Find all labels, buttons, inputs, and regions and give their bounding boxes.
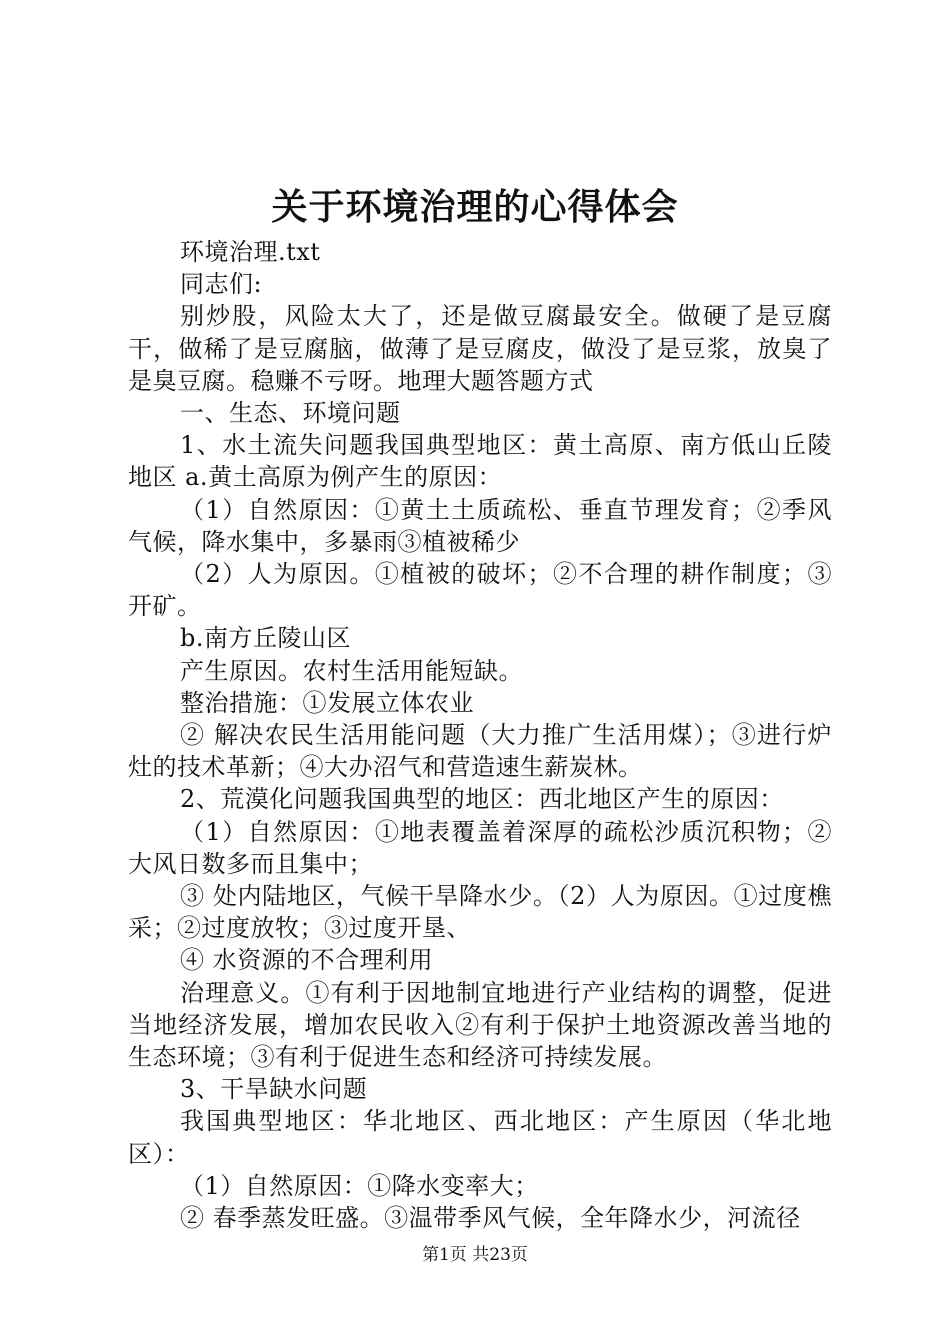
document-body [128,236,832,1234]
paragraph: 我国典型地区：华北地区、西北地区：产生原因（华北地区）： [128,1107,832,1168]
paragraph: 2、荒漠化问题我国典型的地区：西北地区产生的原因： [180,785,784,814]
paragraph: （2）人为原因。①植被的破坏；②不合理的耕作制度；③开矿。 [128,560,832,621]
paragraph: （1）自然原因：①降水变率大； [180,1171,539,1200]
paragraph: ④ 水资源的不合理利用 [180,946,434,975]
paragraph: （1）自然原因：①地表覆盖着深厚的疏松沙质沉积物；②大风日数多而且集中； [128,817,832,878]
paragraph: ② 春季蒸发旺盛。③温带季风气候，全年降水少，河流径 [180,1204,801,1233]
paragraph: 治理意义。①有利于因地制宜地进行产业结构的调整，促进当地经济发展，增加农民收入②有利于保护土地资源改善当地的生态环境；③有利于促进生态和经济可持续发展。 [128,978,832,1072]
paragraph: 一、生态、环境问题 [180,399,401,428]
paragraph: （1）自然原因：①黄土土质疏松、垂直节理发育；②季风气候，降水集中，多暴雨③植被稀少 [128,495,832,556]
paragraph: 整治措施：①发展立体农业 [180,688,474,717]
paragraph: 环境治理.txt [180,238,321,266]
paragraph: 1、水土流失问题我国典型地区：黄土高原、南方低山丘陵地区 a.黄土高原为例产生的原因： [128,431,832,492]
paragraph: ③ 处内陆地区，气候干旱降水少。（2）人为原因。①过度樵采；②过度放牧；③过度开垦、 [128,882,832,943]
document-title: 关于环境治理的心得体会 [271,187,679,228]
paragraph: 别炒股，风险太大了，还是做豆腐最安全。做硬了是豆腐干，做稀了是豆腐脑，做薄了是豆腐皮，做没了是豆浆，放臭了是臭豆腐。稳赚不亏呀。地理大题答题方式 [128,302,832,395]
paragraph: 同志们: [180,270,263,299]
paragraph: b.南方丘陵山区 [180,624,351,653]
paragraph: ② 解决农民生活用能问题（大力推广生活用煤）；③进行炉灶的技术革新；④大办沼气和营造速生薪炭林。 [128,721,832,782]
page-number-footer: 第1页 共23页 [422,1245,528,1265]
paragraph: 产生原因。农村生活用能短缺。 [180,656,523,685]
paragraph: 3、干旱缺水问题 [180,1075,368,1104]
